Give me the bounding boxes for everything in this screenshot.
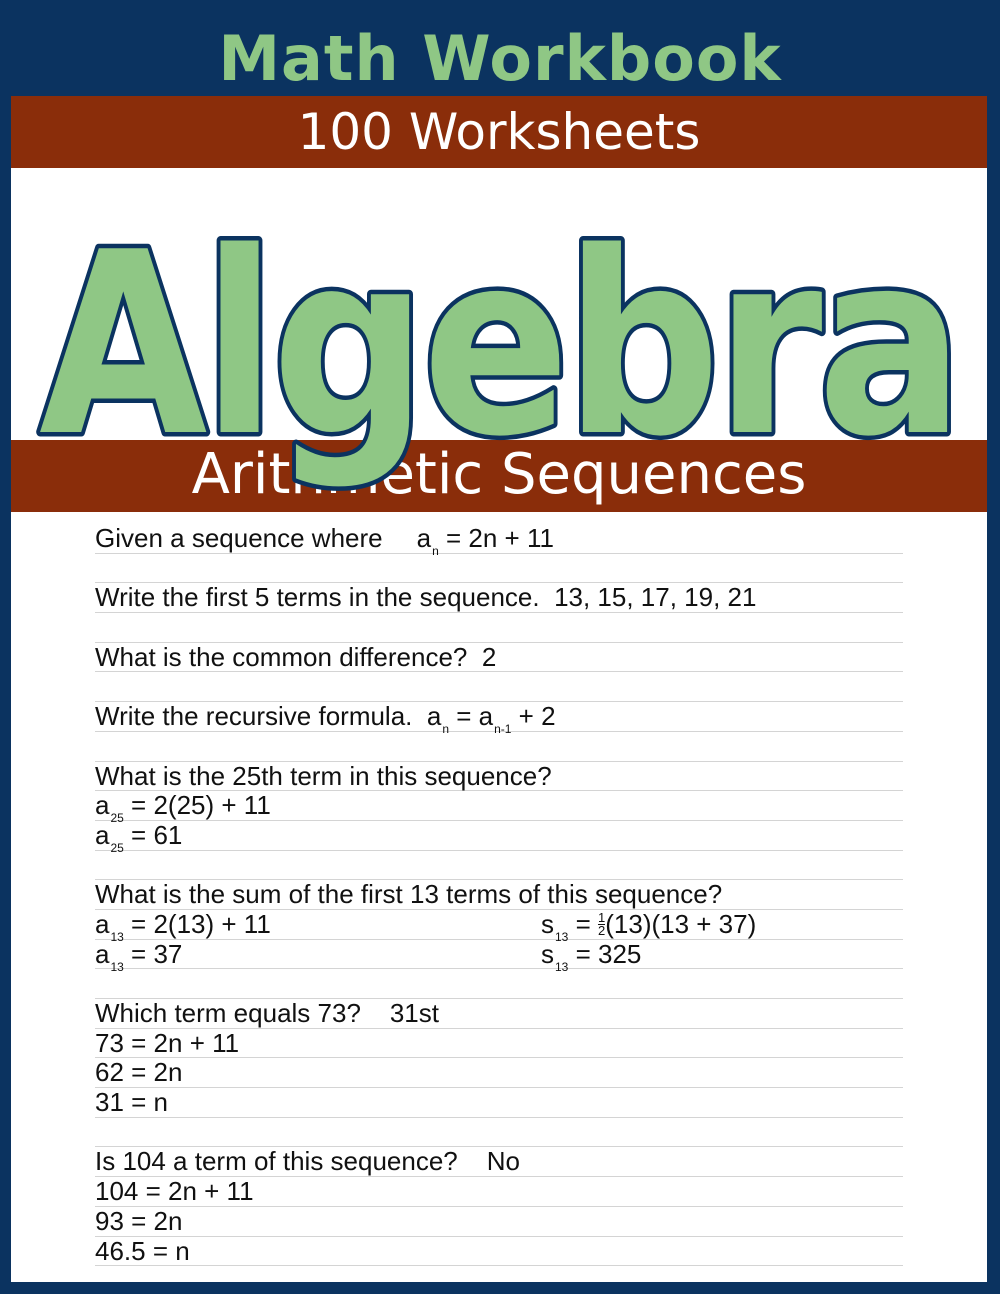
question-25th-term: What is the 25th term in this sequence? — [95, 762, 903, 792]
main-title-text: Algebra — [39, 199, 959, 492]
step-line: 104 = 2n + 11 — [95, 1177, 903, 1207]
topic-band: Arithmetic Sequences — [11, 440, 987, 512]
question-common-difference: What is the common difference? 2 — [95, 643, 903, 673]
step-line: $a_{25} = 2(25) + 11$ — [95, 791, 903, 821]
step-line: $a_{13} = 37$ $s_{13} = 325$ — [95, 940, 903, 970]
question-term-104: Is 104 a term of this sequence? No — [95, 1147, 903, 1177]
cover-panel — [11, 96, 987, 1282]
step-line: $a_{13} = 2(13) + 11$ $s_{13}$ = $\frac{1}{2}$ (13)(13 + 37) — [95, 910, 903, 940]
answer: 31st — [389, 998, 439, 1028]
answer: 13, 15, 17, 19, 21 — [554, 582, 757, 613]
question-sum-13-terms: What is the sum of the first 13 terms of this sequence? — [95, 880, 903, 910]
worksheet-sample — [95, 524, 903, 1266]
fraction-one-half: $\frac{1}{2}$ — [598, 909, 606, 938]
step-line: 46.5 = n — [95, 1237, 903, 1267]
main-title — [11, 150, 987, 570]
series-title: Math Workbook — [218, 22, 782, 95]
answer: No — [486, 1146, 520, 1177]
step-line: 73 = 2n + 11 — [95, 1029, 903, 1059]
question-recursive-formula: Write the recursive formula. $a_n = a_{n-1} + 2$ — [95, 702, 903, 732]
worksheets-count-band: 100 Worksheets — [11, 96, 987, 168]
step-line: 31 = n — [95, 1088, 903, 1118]
question-term-73: Which term equals 73? 31st — [95, 999, 903, 1029]
given-line: Given a sequence where $a_n = 2n + 11$ — [95, 524, 903, 554]
step-line: 62 = 2n — [95, 1058, 903, 1088]
question-first-terms: Write the first 5 terms in the sequence. 13, 15, 17, 19, 21 — [95, 583, 903, 613]
step-line: $a_{25} = 61$ — [95, 821, 903, 851]
answer: 2 — [481, 641, 497, 672]
step-line: 93 = 2n — [95, 1207, 903, 1237]
